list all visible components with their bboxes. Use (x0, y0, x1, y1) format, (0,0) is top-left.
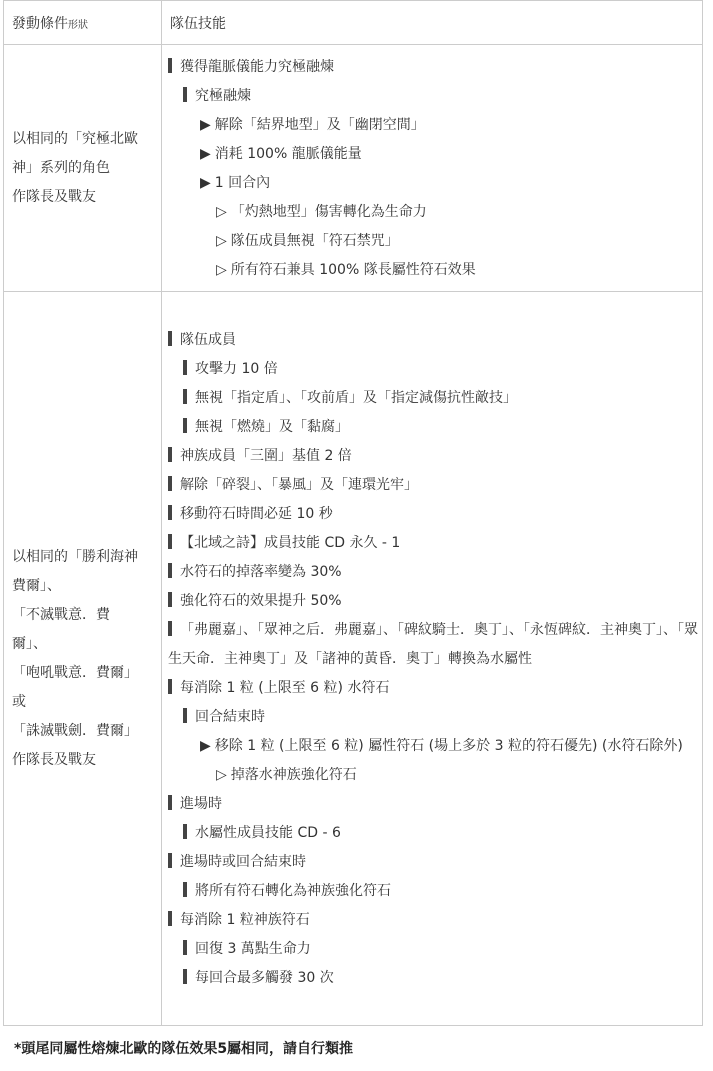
skill-text: 消耗 100% 龍脈儀能量 (214, 146, 362, 162)
skill-line (168, 877, 702, 906)
bullet-bar-icon (168, 505, 172, 520)
bullet-bar-icon (168, 853, 172, 868)
bullet-bar-icon (183, 882, 187, 897)
skill-text: 究極融煉 (195, 88, 251, 104)
skill-text: 所有符石兼具 100% 隊長屬性符石效果 (230, 262, 476, 278)
table-row (4, 45, 703, 292)
skill-text: 移除 1 粒 (上限至 6 粒) 屬性符石 (場上多於 3 粒的符石優先) (水符石除外) (214, 738, 683, 754)
skill-cell (162, 292, 703, 1026)
bullet-bar-icon (183, 87, 187, 102)
bullet-bar-icon (183, 940, 187, 955)
skill-text: 無視「燃燒」及「黏腐」 (195, 419, 349, 435)
skill-line (168, 558, 702, 587)
skill-text: 神族成員「三圍」基值 2 倍 (180, 448, 352, 464)
skill-line (168, 140, 702, 169)
skill-text: 將所有符石轉化為神族強化符石 (195, 883, 391, 899)
bullet-bar-icon (168, 58, 172, 73)
bullet-bar-icon (168, 447, 172, 462)
skill-line (168, 384, 702, 413)
skill-line (168, 111, 702, 140)
skill-text: 「灼熱地型」傷害轉化為生命力 (230, 204, 427, 220)
skill-line (168, 935, 702, 964)
skill-text: 解除「結界地型」及「幽閉空間」 (214, 117, 425, 133)
header-condition (4, 1, 162, 45)
skill-line (168, 355, 702, 384)
skill-line (168, 198, 702, 227)
skill-text: 「弗麗嘉」、「眾神之后．弗麗嘉」、「碑紋騎士．奧丁」、「永恆碑紋．主神奧丁」、「眾生天命．主神奧丁」及「諸神的黃昏．奧丁」轉換為水屬性 (168, 622, 698, 667)
header-team-skill: 隊伍技能 (162, 1, 703, 45)
condition-line: 「不滅戰意．費 (12, 606, 110, 623)
bullet-bar-icon (168, 621, 172, 636)
skill-text: 移動符石時間必延 10 秒 (180, 506, 333, 522)
triangle-solid-icon: ▶ (200, 117, 211, 133)
bullet-bar-icon (168, 476, 172, 491)
skill-text: 【北域之詩】成員技能 CD 永久 - 1 (180, 535, 401, 551)
condition-cell (4, 292, 162, 1026)
skill-text: 每消除 1 粒神族符石 (180, 912, 310, 928)
skill-line (168, 703, 702, 732)
skill-line (168, 326, 702, 355)
bullet-bar-icon (183, 418, 187, 433)
skill-line (168, 169, 702, 198)
bullet-bar-icon (168, 911, 172, 926)
header-condition-label: 發動條件 (12, 15, 68, 32)
triangle-outline-icon: ▷ (216, 262, 227, 278)
condition-line: 作隊長及戰友 (12, 751, 96, 768)
bullet-bar-icon (168, 679, 172, 694)
table-header-row (4, 1, 703, 45)
triangle-outline-icon: ▷ (216, 204, 227, 220)
condition-line: 「咆吼戰意．費爾」 (12, 664, 138, 681)
team-skill-table (3, 0, 703, 1026)
condition-cell (4, 45, 162, 292)
table-row (4, 292, 703, 1026)
bullet-bar-icon (183, 824, 187, 839)
skill-line (168, 529, 702, 558)
skill-line (168, 256, 702, 285)
triangle-solid-icon: ▶ (200, 175, 211, 191)
skill-line (168, 82, 702, 111)
skill-text: 1 回合內 (214, 175, 271, 191)
skill-line (168, 587, 702, 616)
skill-text: 強化符石的效果提升 50% (180, 593, 342, 609)
triangle-outline-icon: ▷ (216, 233, 227, 249)
condition-line: 爾」、 (12, 635, 47, 652)
skill-line (168, 790, 702, 819)
condition-line: 或 (12, 693, 26, 710)
condition-line: 神」系列的角色 (12, 159, 110, 176)
header-condition-small: 形狀 (68, 19, 88, 31)
skill-text: 獲得龍脈儀能力究極融煉 (180, 59, 334, 75)
bullet-bar-icon (168, 795, 172, 810)
skill-line (168, 500, 702, 529)
skill-line (168, 732, 702, 761)
triangle-solid-icon: ▶ (200, 146, 211, 162)
condition-line: 費爾」、 (12, 577, 61, 594)
skill-text: 每回合最多觸發 30 次 (195, 970, 334, 986)
skill-text: 解除「碎裂」、「暴風」及「連環光牢」 (180, 477, 418, 493)
bullet-bar-icon (168, 592, 172, 607)
condition-line: 以相同的「究極北歐 (12, 130, 138, 147)
bullet-bar-icon (183, 360, 187, 375)
skill-line (168, 471, 702, 500)
footnote: *頭尾同屬性熔煉北歐的隊伍效果5屬相同，請自行類推 (14, 1041, 354, 1057)
skill-text: 掉落水神族強化符石 (230, 767, 357, 783)
bullet-bar-icon (183, 969, 187, 984)
skill-line (168, 964, 702, 993)
skill-text: 進場時 (180, 796, 222, 812)
skill-text: 攻擊力 10 倍 (195, 361, 278, 377)
condition-line: 「誅滅戰劍．費爾」 (12, 722, 138, 739)
skill-line (168, 227, 702, 256)
skill-text: 水符石的掉落率變為 30% (180, 564, 342, 580)
skill-line (168, 848, 702, 877)
skill-text: 回復 3 萬點生命力 (195, 941, 311, 957)
skill-line (168, 413, 702, 442)
bullet-bar-icon (168, 534, 172, 549)
skill-line (168, 906, 702, 935)
skill-line (168, 616, 702, 674)
skill-text: 無視「指定盾」、「攻前盾」及「指定減傷抗性敵技」 (195, 390, 517, 406)
skill-line (168, 819, 702, 848)
bullet-bar-icon (183, 389, 187, 404)
skill-line (168, 674, 702, 703)
bullet-bar-icon (168, 331, 172, 346)
skill-cell (162, 45, 703, 292)
triangle-solid-icon: ▶ (200, 738, 211, 754)
bullet-bar-icon (183, 708, 187, 723)
skill-text: 回合結束時 (195, 709, 265, 725)
condition-line: 以相同的「勝利海神 (12, 548, 138, 565)
skill-line (168, 442, 702, 471)
skill-text: 進場時或回合結束時 (180, 854, 306, 870)
skill-text: 隊伍成員無視「符石禁咒」 (230, 233, 399, 249)
skill-text: 每消除 1 粒 (上限至 6 粒) 水符石 (180, 680, 390, 696)
skill-text: 隊伍成員 (180, 332, 236, 348)
skill-line (168, 761, 702, 790)
bullet-bar-icon (168, 563, 172, 578)
triangle-outline-icon: ▷ (216, 767, 227, 783)
skill-text: 水屬性成員技能 CD - 6 (195, 825, 341, 841)
condition-line: 作隊長及戰友 (12, 188, 96, 205)
skill-line (168, 53, 702, 82)
